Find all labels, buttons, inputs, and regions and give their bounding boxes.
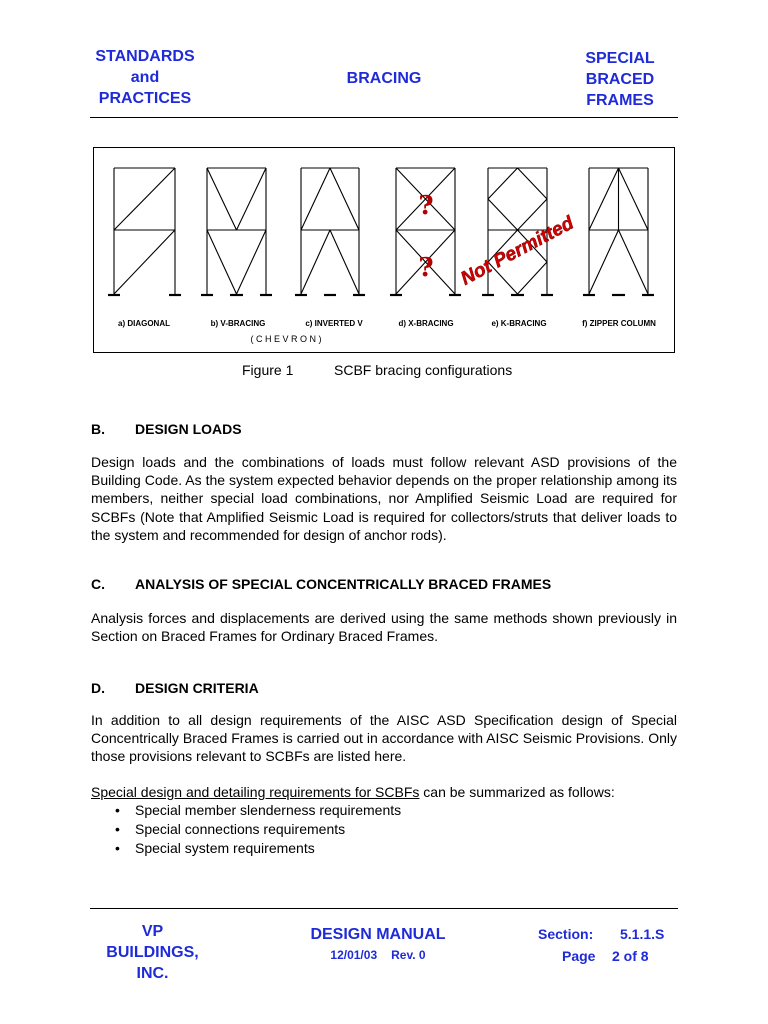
frame-diagonal — [114, 168, 175, 294]
list-item: • Special member slenderness requirements — [91, 801, 401, 820]
company-line: VP — [141, 923, 164, 940]
frames-drawing — [94, 148, 673, 351]
manual-date-rev — [290, 947, 466, 963]
section-letter: C. — [91, 576, 105, 592]
section-letter: B. — [91, 421, 105, 437]
label-zipper-column: f) ZIPPER COLUMN — [582, 319, 656, 328]
figure-caption-number: Figure 1 — [242, 362, 294, 378]
section-b-body: Design loads and the combinations of loads must follow relevant ASD provisions of the Building Code. As the system expected behavior depends on the proper relationship among its members, neither special load combinations, nor Amplified Seismic Load are required for SCBFs (Note that Amplified Seismic Load is required for collectors/struts that deliver loads to the system and recommended for design of anchor rods). — [91, 454, 677, 543]
page-value: 2 of 8 — [612, 948, 649, 964]
intro-rest: can be summarized as follows: — [419, 784, 615, 800]
section-value: 5.1.1.S — [620, 926, 665, 942]
section-b-heading — [91, 421, 242, 437]
company-line: INC. — [136, 965, 169, 982]
footer-section-page — [532, 925, 682, 965]
label-diagonal: a) DIAGONAL — [118, 319, 170, 328]
question-mark: ? — [418, 191, 434, 221]
section-c-body: Analysis forces and displacements are derived using the same methods shown previously in Section on Braced Frames for Ordinary Braced Frames. — [91, 610, 677, 645]
label-inverted-v: c) INVERTED V — [305, 319, 363, 328]
header-center: BRACING — [346, 70, 422, 87]
label-x-bracing: d) X-BRACING — [398, 319, 454, 328]
figure-bracing-configurations — [93, 147, 675, 353]
figure-caption-text: SCBF bracing configurations — [334, 362, 513, 378]
header-left-line: STANDARDS — [95, 48, 195, 65]
section-title: DESIGN CRITERIA — [135, 680, 259, 696]
list-item: • Special system requirements — [91, 839, 401, 858]
header-rule — [90, 117, 678, 118]
header-right-line: BRACED — [585, 71, 655, 88]
section-d-heading — [91, 680, 259, 696]
section-title: DESIGN LOADS — [135, 421, 242, 437]
not-permitted-stamp: Not Permitted — [457, 212, 578, 290]
header-left-line: PRACTICES — [98, 90, 192, 107]
footer-rule — [90, 908, 678, 909]
section-letter: D. — [91, 680, 105, 696]
intro-underlined: Special design and detailing requirements for SCBFs — [91, 784, 420, 800]
list-item: • Special connections requirements — [91, 820, 401, 839]
section-d-body: In addition to all design requirements of the AISC ASD Specification design of Special Concentrically Braced Frames is carried out in accordance with AISC Seismic Provisions. Only those provisions relevant to SCBFs are listed here. — [91, 712, 677, 765]
page-label: Page — [562, 948, 596, 964]
manual-title: DESIGN MANUAL — [310, 926, 446, 943]
page-line — [532, 947, 682, 965]
footer-company — [90, 921, 215, 984]
section-d-intro — [91, 783, 677, 801]
frame-inverted-v — [301, 168, 359, 294]
requirements-list — [91, 801, 401, 858]
header-left — [80, 46, 210, 109]
label-k-bracing: e) K-BRACING — [491, 319, 547, 328]
manual-rev: Rev. 0 — [391, 948, 426, 962]
section-title: ANALYSIS OF SPECIAL CONCENTRICALLY BRACED FRAMES — [135, 576, 552, 592]
manual-date: 12/01/03 — [330, 948, 378, 962]
frame-zipper-column — [589, 168, 648, 294]
label-v-bracing: b) V-BRACING — [210, 319, 266, 328]
header-right — [570, 48, 670, 111]
question-mark: ? — [418, 253, 434, 283]
section-label: Section: — [538, 926, 594, 942]
section-c-heading — [91, 576, 551, 592]
header-right-line: SPECIAL — [585, 50, 655, 67]
frame-v-bracing — [207, 168, 266, 294]
header-left-line: and — [130, 69, 160, 86]
section-line — [532, 925, 682, 943]
label-chevron: ( C H E V R O N ) — [250, 334, 322, 344]
footer-manual — [290, 925, 466, 963]
company-line: BUILDINGS, — [106, 944, 199, 961]
header-right-line: FRAMES — [586, 92, 654, 109]
